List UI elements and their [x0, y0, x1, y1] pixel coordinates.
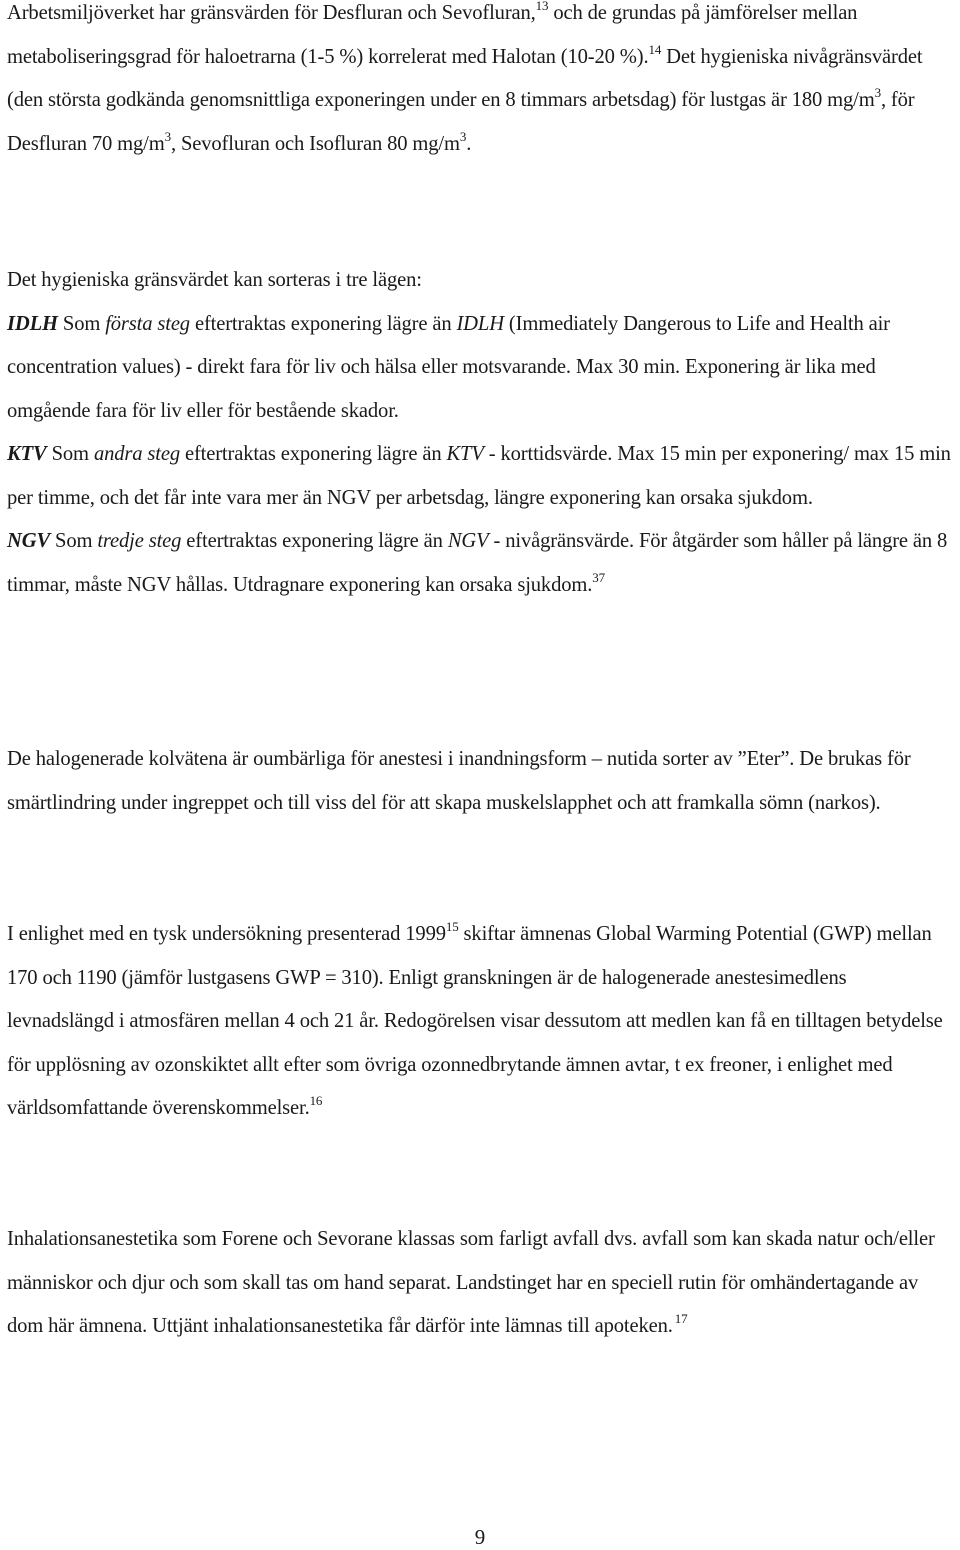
exponent: 3 [164, 128, 171, 144]
footnote-ref-13: 13 [535, 0, 549, 13]
paragraph-halogenated-hydrocarbons: De halogenerade kolvätena är oumbärliga för anestesi i inandningsform – nutida sorter av ”Eter”. De brukas för smärtlindring under ingreppet och till viss del för att skapa muskelslapphet och att framkalla sömn (narkos). [7, 748, 911, 814]
level-ktv: KTV Som andra steg eftertraktas exponering lägre än KTV - korttidsvärde. Max 15 min per exponering/ max 15 min per timme, och det får inte vara mer än NGV per arbetsdag, längre exponering kan orsaka sjukdom. [7, 443, 951, 509]
exponent: 3 [874, 85, 881, 100]
level-idlh: IDLH Som första steg eftertraktas exponering lägre än IDLH (Immediately Dangerous to Life and Health air concentration values) - direkt fara för liv och hälsa eller motsvarande. Max 30 min. Exponering är lika med omgående fara för liv eller för bestående skador. [7, 312, 890, 422]
page-number: 9 [474, 1525, 486, 1549]
paragraph-hazardous-waste: Inhalationsanestetika som Forene och Sevorane klassas som farligt avfall dvs. avfall som kan skada natur och/eller människor och djur och som skall tas om hand separat. Landstinget har en speciell rutin för omhändertagande av dom här ämnena. Uttjänt inhalationsanestetika får därför inte lämnas till apoteken. $^{17}$ [7, 1228, 935, 1337]
paragraph-limit-levels [7, 259, 952, 607]
footnote-ref-14: 14 [648, 41, 662, 57]
term-ktv: KTV [7, 443, 47, 465]
paragraph-limit-values: Arbetsmiljöverket har gränsvärden för Desfluran och Sevofluran,$^{13}$ och de grundas på jämförelser mellan metaboliseringsgrad för haloetrarna (1-5 %) korrelerat med Halotan (10-20 %).$^{14}$ Det hygieniska nivågränsvärdet (den största godkända genomsnittliga exponeringen under en 8 timmars arbetsdag) för lustgas är 180 $mg/m^3$, för Desfluran 70 $mg/m^3$, Sevofluran och Isofluran 80 $mg/m^3$. [7, 0, 923, 155]
level-ngv: NGV Som tredje steg eftertraktas exponering lägre än NGV - nivågränsvärde. För åtgärder som håller på längre än 8 timmar, måste NGV hållas. Utdragnare exponering kan orsaka sjukdom.$^{37}$ [7, 530, 948, 596]
paragraph-global-warming: I enlighet med en tysk undersökning presenterad 1999$^{15}$ skiftar ämnenas Global Warming Potential (GWP) mellan 170 och 1190 (jämför lustgasens GWP = 310). Enligt granskningen är de halogenerade anestesimedlens levnadslängd i atmosfären mellan 4 och 21 år. Redogörelsen visar dessutom att medlen kan få en tilltagen betydelse för upplösning av ozonskiktet allt efter som övriga ozonnedbrytande ämnen avtar, t ex freoner, i enlighet med världsomfattande överenskommelser.$^{16}$ [7, 919, 943, 1119]
levels-intro: Det hygieniska gränsvärdet kan sorteras i tre lägen: [7, 269, 422, 291]
footnote-ref-37: 37 [592, 569, 605, 585]
term-ngv: NGV [7, 530, 51, 552]
exponent: 3 [459, 128, 467, 144]
footnote-ref-15: 15 [445, 919, 459, 934]
footnote-ref-16: 16 [309, 1093, 323, 1108]
term-idlh: IDLH [7, 312, 58, 335]
footnote-ref-17: 17 [674, 1311, 688, 1326]
